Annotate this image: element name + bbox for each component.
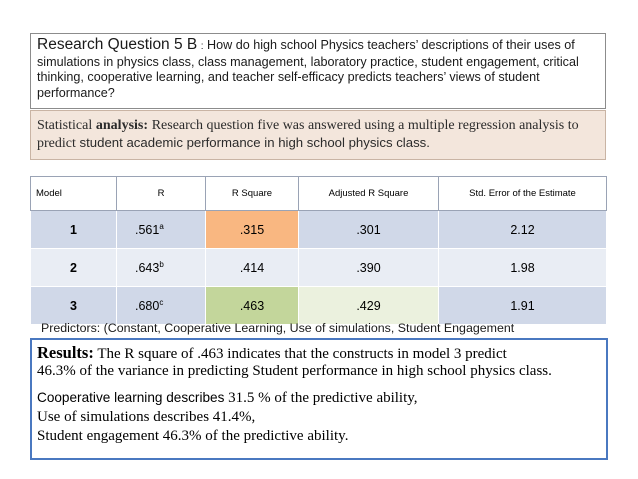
results-line-2: 46.3% of the variance in predicting Student performance in high school physics class.	[37, 363, 552, 379]
cell-adjusted-r-square: .390	[299, 249, 439, 287]
simulations-line: Use of simulations describes 41.4%,	[37, 409, 256, 425]
header-adjusted-r-square: Adjusted R Square	[299, 177, 439, 211]
cell-std-error: 1.91	[439, 287, 607, 325]
heading-colon: :	[200, 41, 204, 52]
cell-std-error: 2.12	[439, 211, 607, 249]
cell-r-square: .315	[206, 211, 299, 249]
cell-adjusted-r-square: .301	[299, 211, 439, 249]
cooperative-learning-line	[37, 388, 600, 408]
table-row	[31, 211, 607, 249]
table-row	[31, 287, 607, 325]
results-lead: Results:	[37, 343, 94, 362]
r-superscript: b	[159, 259, 164, 269]
predictors-note: Predictors: (Constant, Cooperative Learning, Use of simulations, Student Engagement	[41, 321, 515, 335]
statistical-word: Statistical	[37, 118, 93, 133]
cooperative-label: Cooperative learning describes	[37, 390, 225, 405]
r-superscript: a	[159, 221, 164, 231]
cell-std-error: 1.98	[439, 249, 607, 287]
cell-r	[117, 249, 206, 287]
analysis-word: analysis:	[95, 118, 149, 133]
statistical-analysis-box	[30, 110, 606, 160]
header-r-square: R Square	[206, 177, 299, 211]
table-header-row	[31, 177, 607, 211]
model-summary-table	[30, 176, 607, 325]
table-row	[31, 249, 607, 287]
header-model: Model	[31, 177, 117, 211]
r-value: .643	[135, 261, 160, 276]
statistical-analysis-emphasis: student academic performance in high school physics class.	[79, 134, 430, 150]
cooperative-value: 31.5 % of the predictive ability,	[228, 390, 418, 406]
header-std-error: Std. Error of the Estimate	[439, 177, 607, 211]
cell-adjusted-r-square: .429	[299, 287, 439, 325]
results-line-1	[37, 344, 600, 363]
cell-r-square: .414	[206, 249, 299, 287]
research-question-heading: Research Question 5 B	[37, 36, 198, 53]
cell-model: 1	[31, 211, 117, 249]
results-box	[30, 338, 608, 460]
research-question-box	[30, 33, 606, 109]
r-value: .561	[135, 223, 160, 238]
research-question-text: How do high school Physics teachers’ descriptions of their uses of simulations in physics class, class management, laboratory practice, student engagement, critical thinking, cooperative learning, and teacher self-efficacy predicts teachers’ views of student performance?	[37, 38, 579, 100]
cell-r	[117, 211, 206, 249]
results-text-1: The R square of .463 indicates that the constructs in model 3 predict	[97, 346, 507, 362]
r-value: .680	[135, 299, 160, 314]
r-superscript: c	[159, 297, 164, 307]
header-r: R	[117, 177, 206, 211]
cell-r	[117, 287, 206, 325]
engagement-line: Student engagement 46.3% of the predictive ability.	[37, 428, 349, 444]
cell-model: 3	[31, 287, 117, 325]
cell-model: 2	[31, 249, 117, 287]
statistical-analysis-text: Research question five was answered using a multiple regression analysis to predict	[37, 118, 579, 151]
cell-r-square: .463	[206, 287, 299, 325]
